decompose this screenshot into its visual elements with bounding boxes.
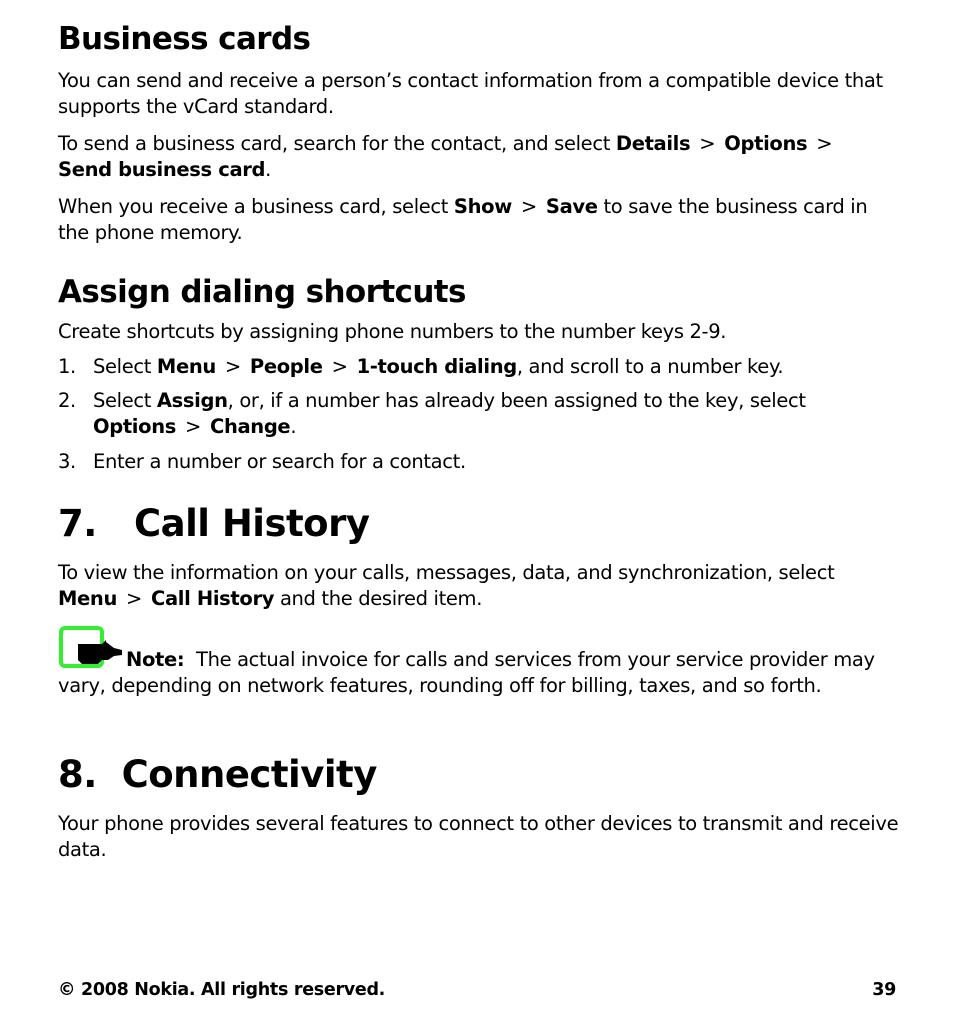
menu-path-1-touch-dialing: 1-touch dialing <box>356 355 517 378</box>
note-label: Note: <box>126 648 185 671</box>
list-number: 3. <box>58 450 76 473</box>
list-number: 2. <box>58 389 76 412</box>
text: Select <box>93 355 157 378</box>
text: . <box>265 158 271 181</box>
business-cards-paragraph-2 <box>58 131 898 183</box>
text: To send a business card, search for the contact, and select <box>58 132 616 155</box>
list-item-text <box>93 354 898 380</box>
copyright-notice: © 2008 Nokia. All rights reserved. <box>58 980 386 1000</box>
list-item-text: Enter a number or search for a contact. <box>93 450 466 473</box>
list-item-text <box>93 388 898 440</box>
assign-shortcuts-intro: Create shortcuts by assigning phone numbers to the number keys 2-9. <box>58 320 727 343</box>
path-separator: > <box>816 132 833 155</box>
path-separator: > <box>126 587 142 610</box>
path-separator: > <box>520 195 537 218</box>
menu-path-assign: Assign <box>156 389 228 412</box>
list-number: 1. <box>58 355 76 378</box>
text: , or, if a number has already been assigned to the key, select <box>227 389 806 412</box>
connectivity-paragraph: Your phone provides several features to connect to other devices to transmit and receive data. <box>58 812 899 861</box>
list-item <box>58 449 898 475</box>
list-item <box>58 388 898 440</box>
menu-path-change: Change <box>209 415 291 438</box>
text: When you receive a business card, select <box>58 195 454 218</box>
menu-path-details: Details <box>615 132 691 155</box>
menu-path-options: Options <box>724 132 808 155</box>
menu-path-show: Show <box>453 195 512 218</box>
path-separator: > <box>699 132 716 155</box>
menu-path-menu: Menu <box>58 587 117 610</box>
text: and the desired item. <box>274 587 483 610</box>
menu-path-send-business-card: Send business card <box>58 158 266 181</box>
note-text: The actual invoice for calls and services from your service provider may vary, depending on network features, rounding off for billing, taxes, and so forth. <box>58 648 875 697</box>
text: To view the information on your calls, messages, data, and synchronization, select <box>58 561 835 584</box>
heading-call-history: 7. Call History <box>58 502 370 545</box>
text: Select <box>93 389 157 412</box>
heading-assign-dialing-shortcuts: Assign dialing shortcuts <box>58 274 466 310</box>
call-history-paragraph <box>58 560 903 612</box>
business-cards-paragraph-1: You can send and receive a person’s contact information from a compatible device that supports the vCard standard. <box>58 69 883 118</box>
text: , and scroll to a number key. <box>516 355 784 378</box>
menu-path-menu: Menu <box>156 355 216 378</box>
menu-path-people: People <box>249 355 323 378</box>
heading-business-cards: Business cards <box>58 21 311 57</box>
path-separator: > <box>224 355 241 378</box>
path-separator: > <box>331 355 348 378</box>
page-footer <box>58 979 896 1001</box>
path-separator: > <box>184 415 201 438</box>
menu-path-call-history: Call History <box>151 587 275 610</box>
text: . <box>290 415 297 438</box>
heading-connectivity: 8. Connectivity <box>58 753 377 796</box>
menu-path-save: Save <box>545 195 598 218</box>
business-cards-paragraph-3 <box>58 194 898 246</box>
menu-path-options: Options <box>93 415 176 438</box>
note-paragraph <box>58 647 898 699</box>
text: to save the business card in the phone memory. <box>58 195 868 244</box>
page-number: 39 <box>872 980 896 1000</box>
list-item <box>58 354 898 380</box>
